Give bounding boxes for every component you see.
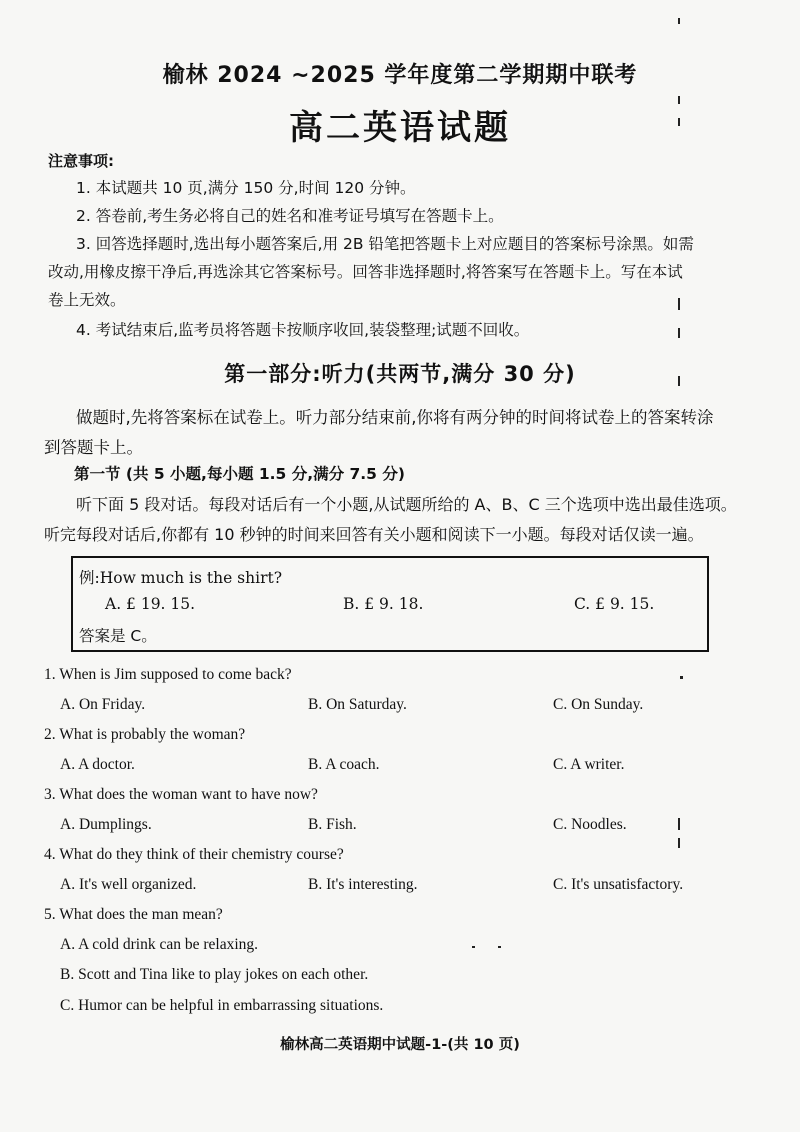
scan-mark [678,18,680,24]
scan-mark [678,96,680,104]
example-option-b: B. £ 9. 18. [343,595,424,613]
notice-item-3-line-3: 卷上无效。 [48,291,126,309]
section1-instructions-line-2: 听完每段对话后,你都有 10 秒钟的时间来回答有关小题和阅读下一小题。每段对话仅读一遍。 [44,525,704,544]
scan-mark [680,676,683,679]
question-2-option-b: B. A coach. [308,756,380,773]
question-2-option-a: A. A doctor. [60,756,135,773]
notice-item-1: 1. 本试题共 10 页,满分 150 分,时间 120 分钟。 [76,179,416,197]
scan-mark [472,946,475,948]
scan-mark [678,118,680,126]
example-box [71,556,709,652]
part1-title: 第一部分:听力(共两节,满分 30 分) [224,362,576,386]
scan-mark [678,328,680,338]
page-footer: 榆林高二英语期中试题-1-(共 10 页) [280,1037,520,1053]
question-2-stem: 2. What is probably the woman? [44,726,246,743]
question-1-stem: 1. When is Jim supposed to come back? [44,666,292,683]
question-2-option-c: C. A writer. [553,756,625,773]
scan-mark [678,818,680,830]
question-5-option-a: A. A cold drink can be relaxing. [60,936,259,953]
scan-mark [678,298,680,310]
question-1-option-b: B. On Saturday. [308,696,407,713]
notice-item-2: 2. 答卷前,考生务必将自己的姓名和准考证号填写在答题卡上。 [76,207,504,225]
example-option-a: A. £ 19. 15. [105,595,196,613]
example-question: 例:How much is the shirt? [79,569,283,587]
scan-mark [678,376,680,386]
example-option-c: C. £ 9. 15. [574,595,655,613]
question-4-option-a: A. It's well organized. [60,876,197,893]
question-4-option-c: C. It's unsatisfactory. [553,876,684,893]
question-5-option-c: C. Humor can be helpful in embarrassing situations. [60,997,384,1014]
question-3-option-c: C. Noodles. [553,816,627,833]
notice-heading: 注意事项: [48,152,114,170]
scan-mark [498,946,501,948]
scan-mark [678,838,680,848]
notice-item-3-line-2: 改动,用橡皮擦干净后,再选涂其它答案标号。回答非选择题时,将答案写在答题卡上。写在本试 [48,263,683,281]
section1-instructions-line-1: 听下面 5 段对话。每段对话后有一个小题,从试题所给的 A、B、C 三个选项中选出最佳选项。 [76,495,737,514]
question-5-stem: 5. What does the man mean? [44,906,223,923]
example-answer: 答案是 C。 [79,627,157,645]
section1-heading: 第一节 (共 5 小题,每小题 1.5 分,满分 7.5 分) [74,465,405,483]
question-3-option-b: B. Fish. [308,816,357,833]
question-4-stem: 4. What do they think of their chemistry course? [44,846,344,863]
question-3-stem: 3. What does the woman want to have now? [44,786,318,803]
question-1-option-a: A. On Friday. [60,696,146,713]
exam-title: 榆林 2024 ~2025 学年度第二学期期中联考 [162,63,638,88]
question-5-option-b: B. Scott and Tina like to play jokes on each other. [60,966,369,983]
notice-item-3-line-1: 3. 回答选择题时,选出每小题答案后,用 2B 铅笔把答题卡上对应题目的答案标号涂黑。如需 [76,235,694,253]
question-1-option-c: C. On Sunday. [553,696,644,713]
part1-intro-line-2: 到答题卡上。 [44,438,143,457]
subject-title: 高二英语试题 [289,108,511,148]
question-3-option-a: A. Dumplings. [60,816,152,833]
notice-item-4: 4. 考试结束后,监考员将答题卡按顺序收回,装袋整理;试题不回收。 [76,321,530,339]
part1-intro-line-1: 做题时,先将答案标在试卷上。听力部分结束前,你将有两分钟的时间将试卷上的答案转涂 [76,408,714,427]
question-4-option-b: B. It's interesting. [308,876,418,893]
